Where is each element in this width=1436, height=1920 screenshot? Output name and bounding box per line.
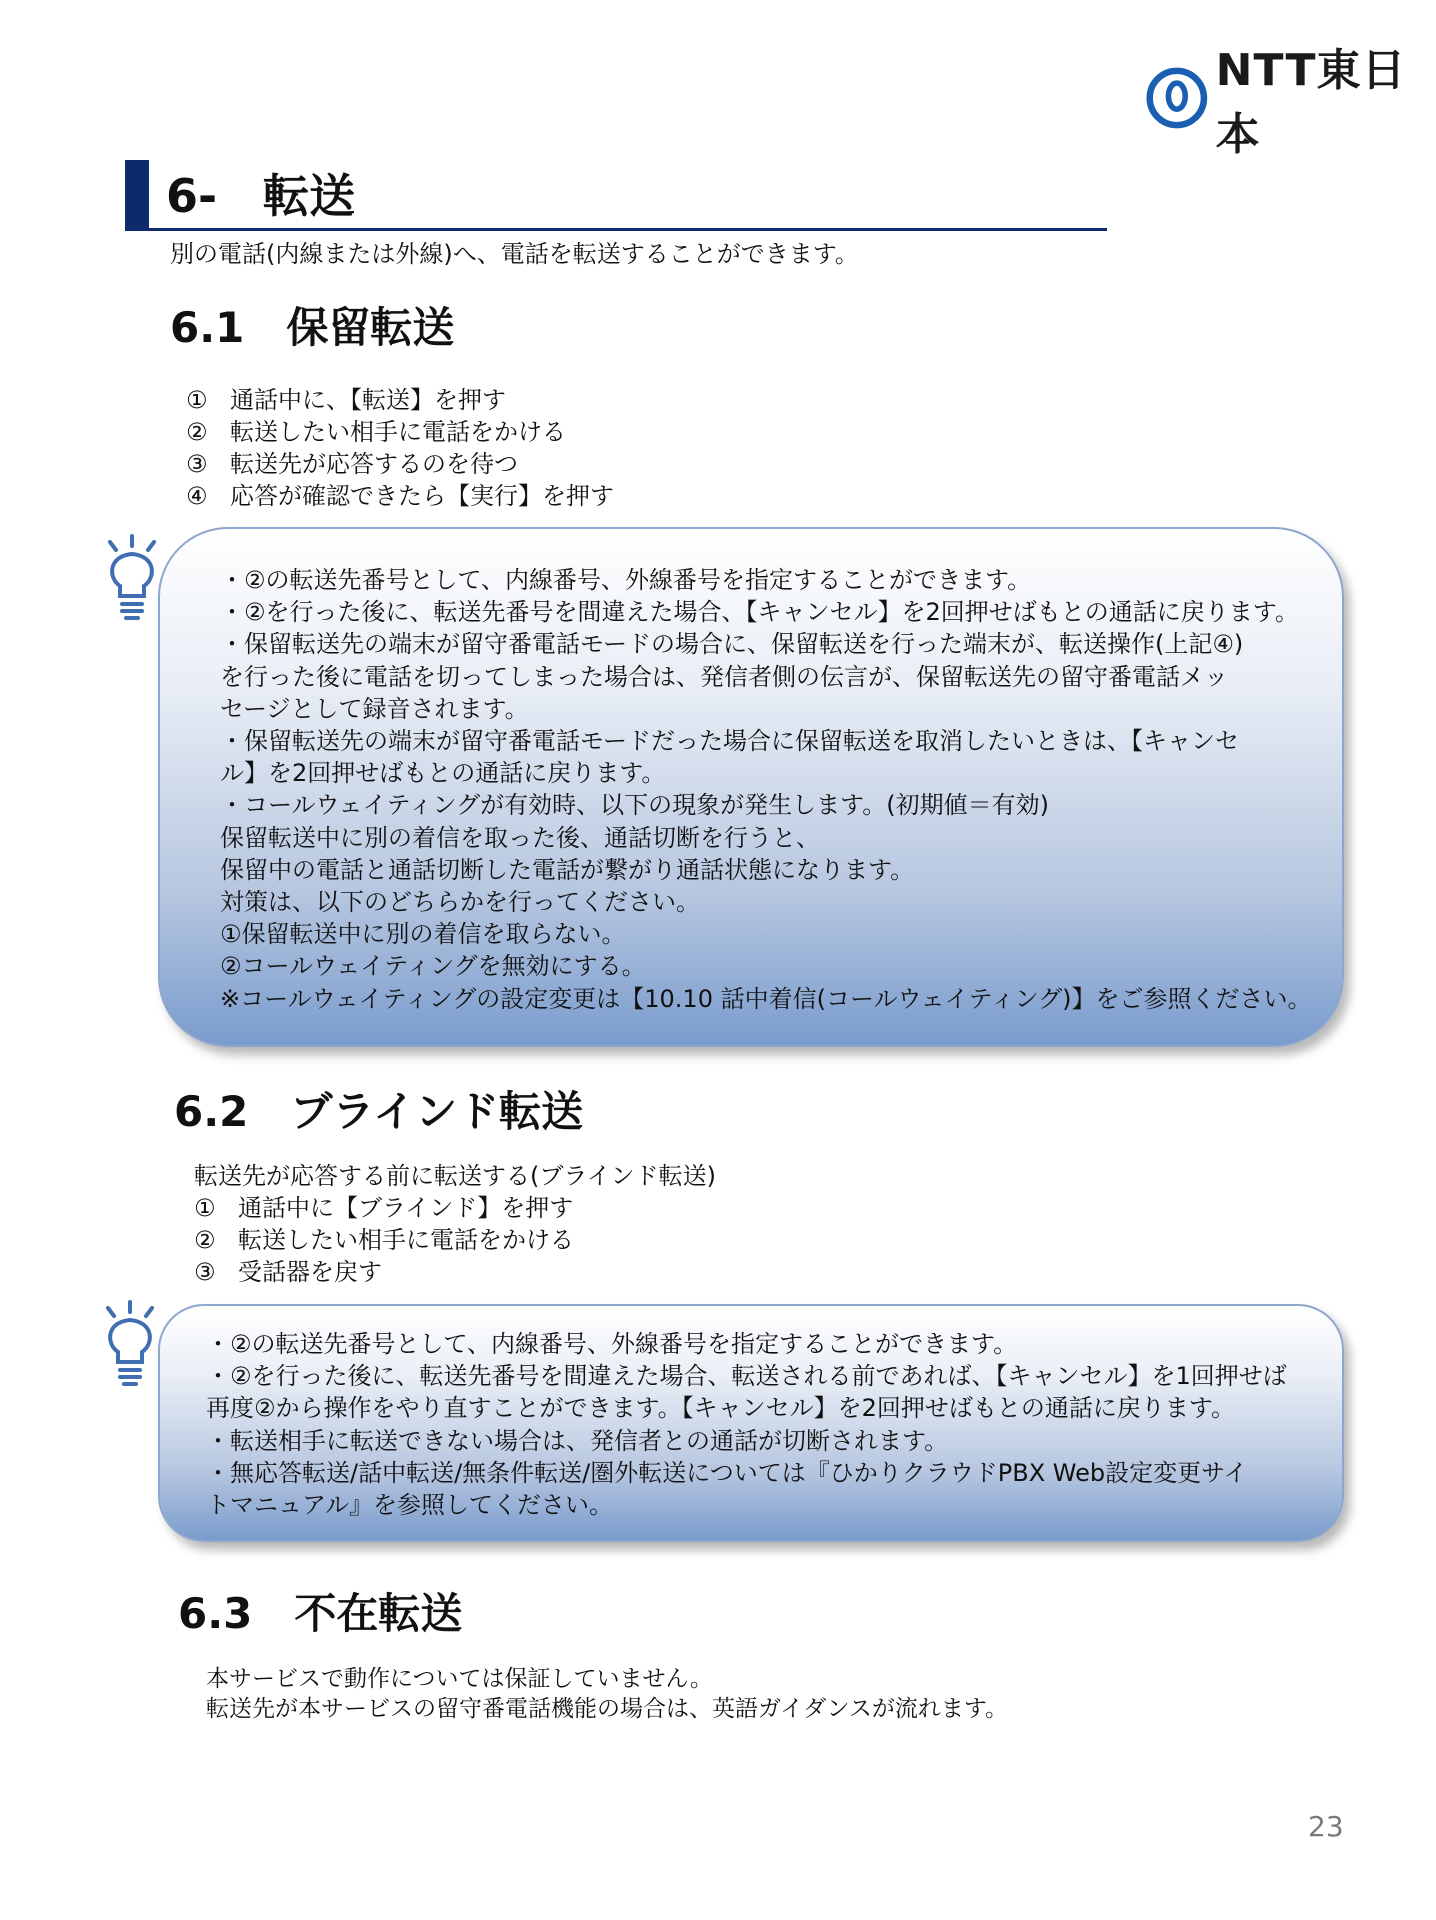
list-item: ③ 受話器を戻す bbox=[194, 1258, 382, 1286]
body-line: 本サービスで動作については保証していません。 bbox=[206, 1666, 713, 1692]
heading-6-2: 6.2 ブラインド転送 bbox=[174, 1087, 584, 1136]
lightbulb-icon bbox=[100, 534, 164, 624]
lead-6-2: 転送先が応答する前に転送する(ブラインド転送) bbox=[194, 1162, 717, 1190]
list-item: ② 転送したい相手に電話をかける bbox=[194, 1226, 574, 1254]
steps-6-2 bbox=[194, 1192, 574, 1288]
list-item: ① 通話中に【ブラインド】を押す bbox=[194, 1194, 574, 1222]
section-title-bar bbox=[125, 160, 149, 228]
logo-text: NTT東日本 bbox=[1215, 45, 1407, 160]
heading-6-1: 6.1 保留転送 bbox=[170, 303, 455, 352]
section-intro: 別の電話(内線または外線)へ、電話を転送することができます。 bbox=[170, 240, 859, 268]
note-text-6-2: ・②の転送先番号として、内線番号、外線番号を指定することができます。 ・②を行った後に、転送先番号を間違えた場合、転送される前であれば、【キャンセル】を1回押せば 再度②から操作をやり直すことができます。【キャンセル】を2回押せばもとの通話に戻ります。 ・転送相手に転送できない場合は、発信者との通話が切断されます。 ・無応答転送/話中転送/無条件転送/圏外転送については『ひかりクラウドPBX Web設定変更サイ トマニュアル』を参照してください。 bbox=[206, 1330, 1287, 1520]
page-title: 6- 転送 bbox=[166, 169, 356, 223]
list-item: ④ 応答が確認できたら【実行】を押す bbox=[186, 482, 614, 510]
heading-6-3: 6.3 不在転送 bbox=[178, 1589, 463, 1638]
page-number: 23 bbox=[1308, 1810, 1344, 1843]
list-item: ② 転送したい相手に電話をかける bbox=[186, 418, 566, 446]
section-title-underline bbox=[125, 228, 1107, 231]
list-item: ③ 転送先が応答するのを待つ bbox=[186, 450, 518, 478]
steps-6-1 bbox=[186, 384, 614, 512]
list-item: ① 通話中に、【転送】を押す bbox=[186, 386, 506, 414]
ntt-logo-icon bbox=[1146, 65, 1208, 131]
lightbulb-icon bbox=[98, 1300, 162, 1390]
body-line: 転送先が本サービスの留守番電話機能の場合は、英語ガイダンスが流れます。 bbox=[206, 1696, 1009, 1722]
note-text-6-1: ・②の転送先番号として、内線番号、外線番号を指定することができます。 ・②を行った後に、転送先番号を間違えた場合、【キャンセル】を2回押せばもとの通話に戻ります。 ・保留転送先の端末が留守番電話モードの場合に、保留転送を行った端末が、転送操作(上記④) を行った後に電話を切ってしまった場合は、発信者側の伝言が、保留転送先の留守番電話メッ セージとして録音されます。 ・保留転送先の端末が留守番電話モードだった場合に保留転送を取消したいときは、【キャンセ ル】を2回押せばもとの通話に戻ります。 ・コールウェイティングが有効時、以下の現象が発生します。(初期値＝有効) 保留転送中に別の着信を取った後、通話切断を行うと、 保留中の電話と通話切断した電話が繋がり通話状態になります。 対策は、以下のどちらかを行ってください。 ①保留転送中に別の着信を取らない。 ②コールウェイティングを無効にする。 ※コールウェイティングの設定変更は【10.10 話中着信(コールウェイティング)】をご参照ください。 bbox=[220, 566, 1312, 1013]
ntt-logo bbox=[1146, 34, 1436, 162]
